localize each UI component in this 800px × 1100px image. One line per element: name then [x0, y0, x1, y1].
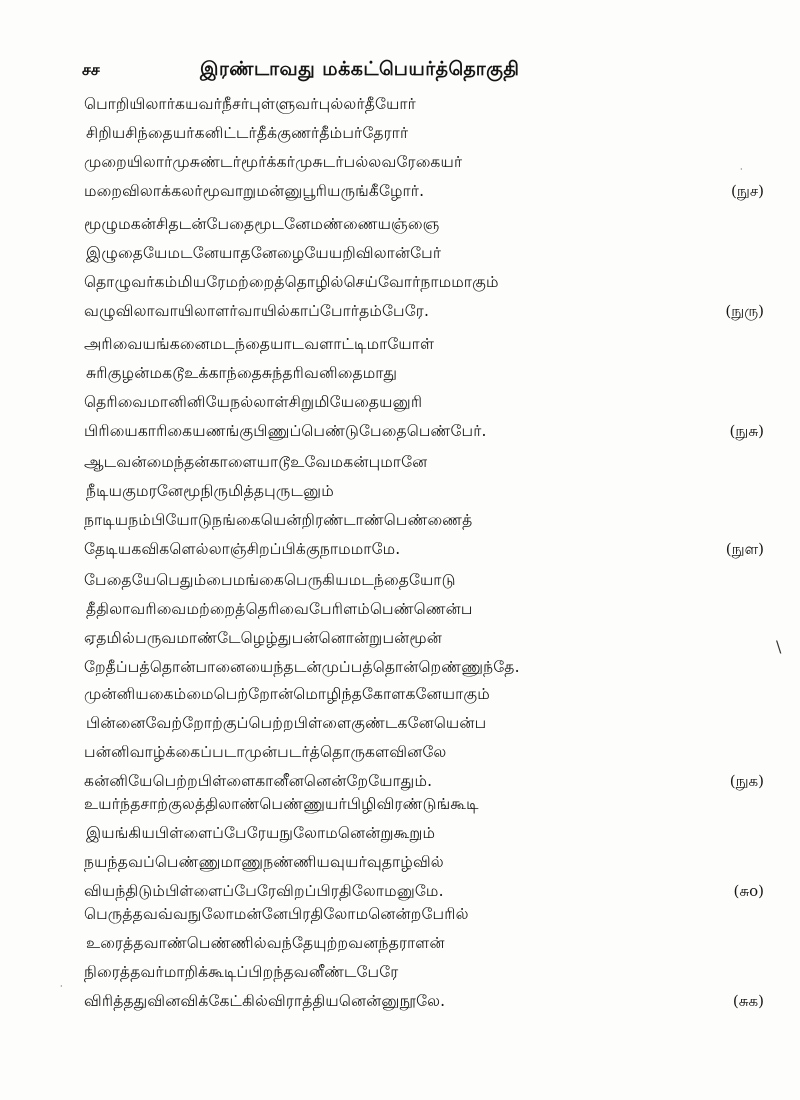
verse-line: அரிவையங்கனைமடந்தையாடவளாட்டிமாயோள்: [84, 335, 435, 353]
verse-line: தீதிலாவரிவைமற்றைத்தெரிவைபேரிளம்பெண்ணென்ப: [86, 600, 473, 618]
verse-line: வியந்திடும்பிள்ளைப்பேரேவிறப்பிரதிலோமனுமே.: [84, 882, 444, 900]
verse-stanza: [84, 900, 764, 1016]
verse-line: சுரிகுழன்மகடூஉக்காந்தைசுந்தரிவனிதைமாது: [86, 364, 398, 382]
verse-stanza: [84, 448, 764, 564]
verse-line: நீடியகுமரனேமூநிருமித்தபுருடனும்: [86, 482, 334, 500]
verse-line: தேடியகவிகளெல்லாஞ்சிறப்பிக்குநாமமாமே.: [84, 540, 401, 558]
running-title: இரண்டாவது மக்கட்பெயர்த்தொகுதி: [200, 58, 520, 80]
verse-line: பேதையேபெதும்பைமங்கைபெருகியமடந்தையோடு: [84, 571, 456, 589]
verse-line: தெரிவைமானினியேநல்லாள்சிறுமியேதையனுரி: [84, 393, 423, 411]
verse-line: இழுதையேமடனேயாதனேழையேயறிவிலான்பேர்: [86, 244, 442, 262]
verse-line: சிறியசிந்தையர்கனிட்டர்தீக்குணர்தீம்பர்தேரார்: [86, 124, 409, 142]
verse-line: மறைவிலாக்கலர்மூவாறுமன்னுபூரியருங்கீழோர்.: [84, 182, 425, 200]
verse-line: ஆடவன்மைந்தன்காளையாடூஉவேமகன்புமானே: [84, 453, 428, 471]
verse-number: (நுக): [729, 772, 764, 790]
verse-line: விரித்ததுவினவிக்கேட்கில்விராத்தியனென்னுநூலே.: [84, 992, 446, 1010]
verse-line: உயர்ந்தசாற்குலத்திலாண்பெண்ணுயர்பிழிவிரண்டுங்கூடி: [84, 795, 479, 813]
verse-number: (சுக): [732, 992, 764, 1010]
verse-stanza: [84, 90, 764, 206]
verse-line: நயந்தவப்பெண்ணுமாணுநண்ணியவுயர்வுதாழ்வில்: [84, 853, 444, 871]
verse-number: (நுச): [731, 182, 764, 200]
verse-stanza: [84, 566, 764, 682]
scan-speck: ·: [740, 165, 743, 174]
verse-stanza: [84, 330, 764, 446]
verse-line: கன்னியேபெற்றபிள்ளைகானீனனென்றேயோதும்.: [84, 772, 433, 790]
page-header: [0, 58, 800, 88]
scan-speck: \: [776, 637, 782, 656]
verse-line: பின்னைவேற்றோற்குப்பெற்றபிள்ளைகுண்டகனேயென்ப: [86, 714, 487, 732]
verse-line: முன்னியகைம்மைபெற்றோன்மொழிந்தகோளகனேயாகும்: [84, 685, 490, 703]
verse-stanza: [84, 210, 764, 326]
verse-number: (சுo): [733, 882, 764, 900]
verse-line: தொழுவர்கம்மியரேமற்றைத்தொழில்செய்வோர்நாமமாகும்: [84, 273, 499, 291]
verse-stanza: [84, 680, 764, 796]
verse-line: உரைத்தவாண்பெண்ணில்வந்தேயுற்றவனந்தராளன்: [86, 934, 445, 952]
page-number: சச: [82, 60, 100, 79]
verse-line: பெருத்தவவ்வநுலோமன்னேபிரதிலோமனென்றபேரில்: [84, 905, 469, 923]
verse-stanza: [84, 790, 764, 906]
verse-line: நிரைத்தவர்மாறிக்கூடிப்பிறந்தவனீண்டபேரே: [84, 963, 399, 981]
verse-number: (நுசு): [729, 422, 764, 440]
verse-line: மூழுமகன்சிதடன்பேதைமூடனேமண்ணையஞ்ஞை: [84, 215, 440, 233]
verse-line: நாடியநம்பியோடுநங்கையென்றிரண்டாண்பெண்ணைத்: [84, 511, 473, 529]
verse-line: ஏதமில்பருவமாண்டேழெழ்துபன்னொன்றுபன்மூன்: [84, 629, 443, 647]
verse-line: இயங்கியபிள்ளைப்பேரேயநுலோமனென்றுகூறும்: [86, 824, 436, 842]
verse-line: றேதீப்பத்தொன்பானையைந்தடன்முப்பத்தொன்றெண்ணுந்தே.: [84, 658, 520, 676]
verse-line: பொறியிலார்கயவர்நீசர்புள்ளுவர்புல்லர்தீயோர்: [84, 95, 416, 113]
scan-speck: ·: [60, 982, 63, 991]
verse-line: முறையிலார்முசுண்டர்மூர்க்கர்முசுடர்பல்லவரேகையர்: [84, 153, 463, 171]
verse-line: பன்னிவாழ்க்கைப்படாமுன்படர்த்தொருகளவினலே: [84, 743, 447, 761]
verse-line: வழுவிலாவாயிலாளர்வாயில்காப்போர்தம்பேரே.: [84, 302, 430, 320]
verse-number: (நுரு): [725, 302, 764, 320]
verse-number: (நுள): [725, 540, 764, 558]
verse-line: பிரியைகாரிகையணங்குபிணுப்பெண்டுபேதைபெண்பேர்.: [84, 422, 487, 440]
